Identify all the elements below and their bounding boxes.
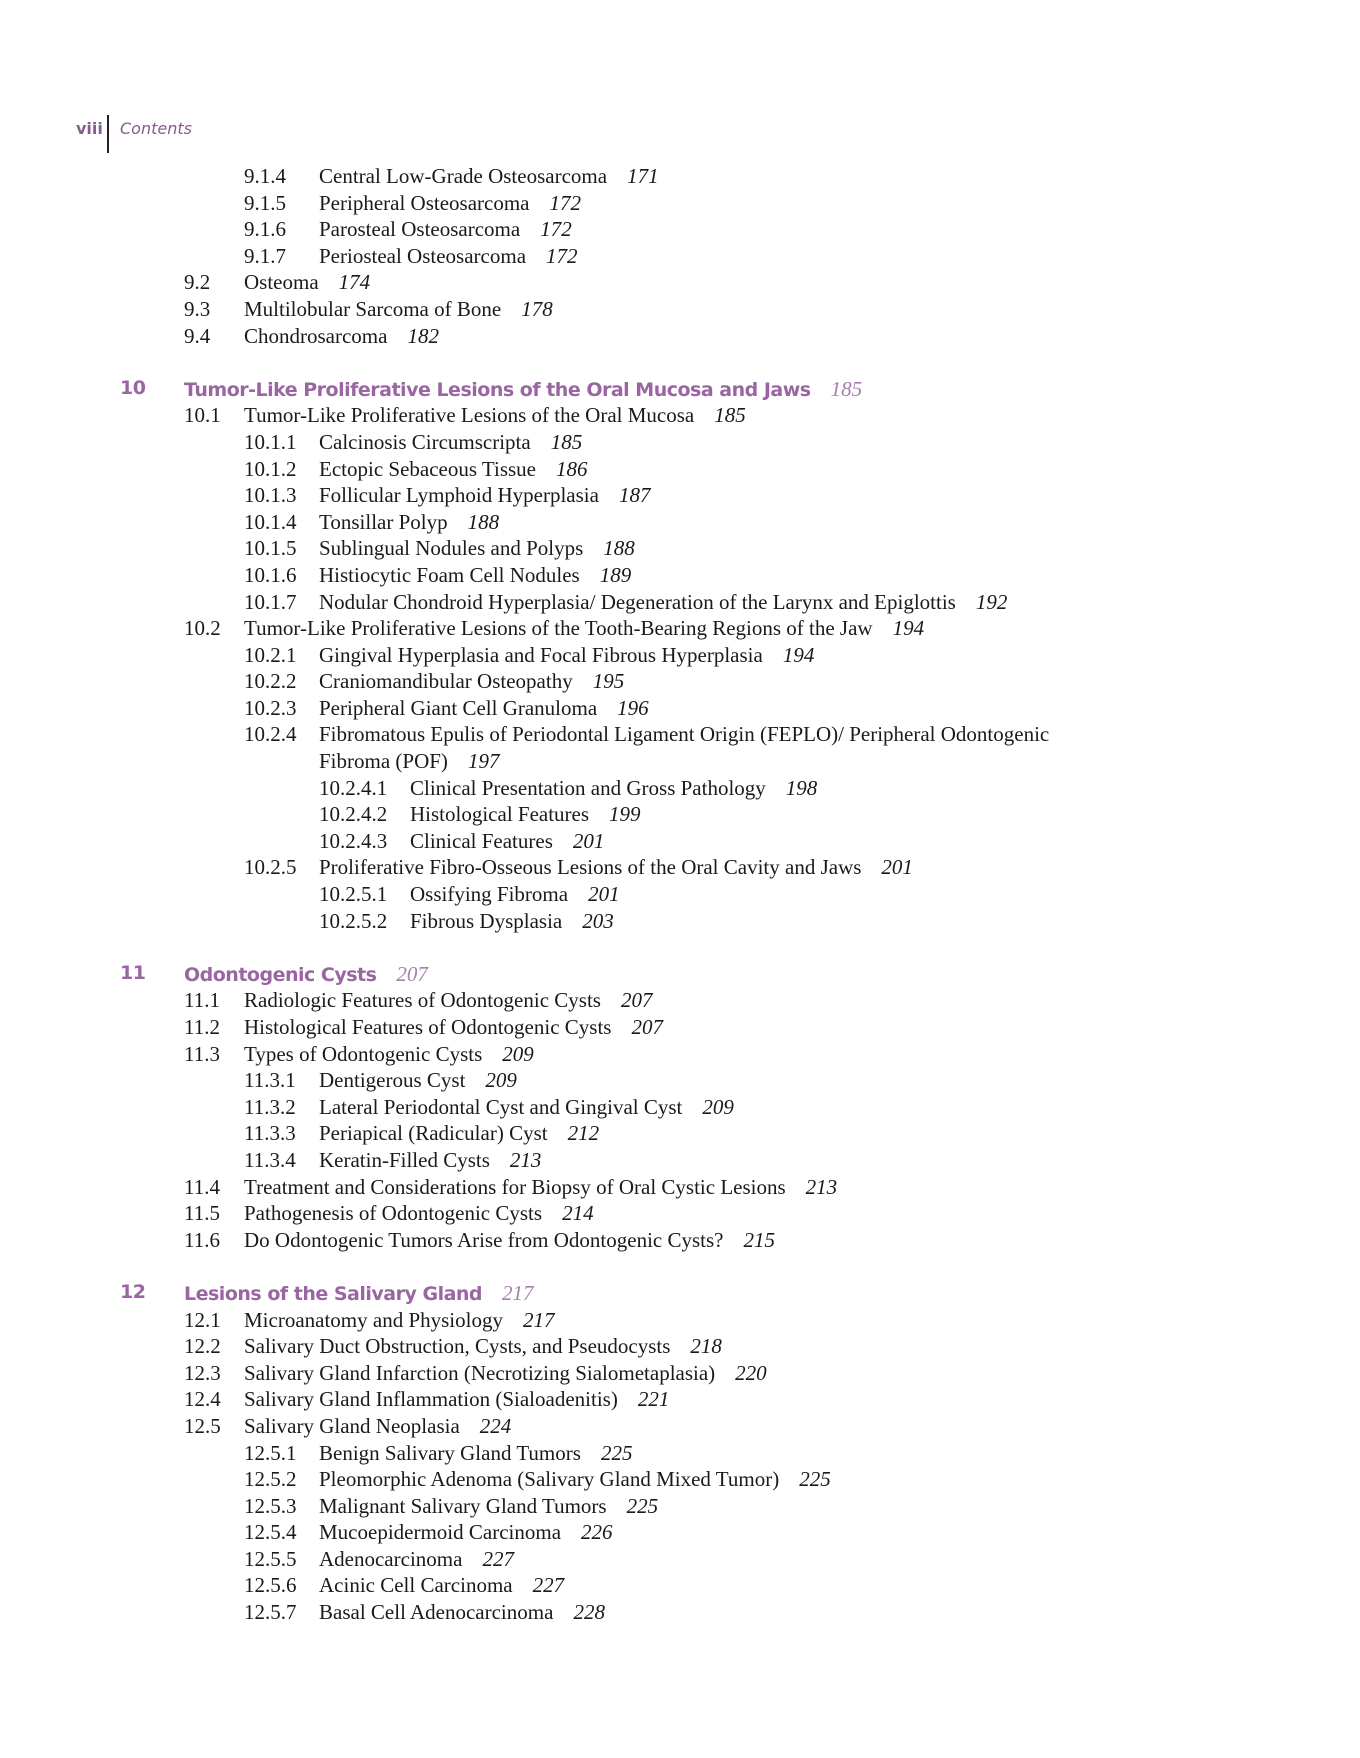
toc-entry-page: 178 [521, 296, 553, 321]
toc-entry-number: 12.5.3 [244, 1493, 297, 1518]
toc-entry[interactable] [0, 1175, 1360, 1202]
toc-entry-title [244, 988, 652, 1013]
toc-entry-number: 10.2.5.2 [319, 908, 388, 933]
toc-entry-title [184, 377, 862, 402]
toc-entry-title-text: Tumor-Like Proliferative Lesions of the Oral Mucosa [244, 403, 695, 428]
toc-entry[interactable] [0, 1334, 1360, 1361]
toc-entry-title [319, 669, 624, 694]
toc-entry-page: 192 [975, 589, 1008, 614]
toc-entry-title [319, 1441, 632, 1466]
toc-entry-title [319, 643, 814, 668]
toc-entry-title-text: Tonsillar Polyp [319, 509, 448, 534]
toc-entry[interactable] [0, 1308, 1360, 1335]
toc-entry-title-text: Salivary Duct Obstruction, Cysts, and Pseudocysts [244, 1334, 671, 1359]
toc-entry[interactable] [0, 988, 1360, 1015]
toc-entry-number: 12.5.6 [244, 1573, 297, 1598]
toc-entry[interactable] [0, 1068, 1360, 1095]
toc-entry-number: 11.2 [184, 1015, 220, 1039]
toc-entry-title [410, 909, 614, 934]
toc-entry[interactable] [0, 1361, 1360, 1388]
toc-entry-number: 11.1 [184, 988, 220, 1013]
toc-entry[interactable] [0, 297, 1360, 324]
toc-entry-title-text: Calcinosis Circumscripta [319, 429, 531, 454]
toc-entry[interactable] [0, 430, 1360, 457]
toc-entry[interactable] [0, 1095, 1360, 1122]
toc-entry-title [244, 270, 370, 295]
toc-entry-page: 225 [600, 1440, 633, 1465]
toc-entry-title [319, 855, 913, 880]
toc-entry[interactable] [0, 1600, 1360, 1627]
toc-entry-title-text: Mucoepidermoid Carcinoma [319, 1520, 562, 1545]
toc-entry-title [410, 802, 641, 827]
toc-entry-page: 172 [540, 217, 572, 242]
toc-entry-page: 209 [502, 1041, 534, 1066]
toc-entry-number: 10.2.2 [244, 669, 297, 694]
toc-entry-title [319, 1467, 831, 1492]
section-spacer [0, 350, 1360, 377]
toc-entry[interactable] [0, 829, 1360, 856]
toc-entry-page: 185 [550, 429, 583, 454]
toc-entry-page: 197 [467, 749, 500, 774]
toc-entry-number: 10.2 [184, 616, 221, 641]
toc-entry-page: 214 [562, 1201, 594, 1226]
toc-entry-number: 11.5 [184, 1201, 220, 1226]
toc-entry-number: 10 [120, 376, 146, 399]
toc-entry-title-text: Proliferative Fibro-Osseous Lesions of the Oral Cavity and Jaws [319, 855, 862, 880]
toc-entry[interactable] [0, 749, 1360, 776]
toc-entry-page: 201 [881, 855, 913, 880]
toc-entry[interactable] [0, 882, 1360, 909]
toc-entry-title-text: Adenocarcinoma [319, 1546, 463, 1571]
toc-entry-title-text: Multilobular Sarcoma of Bone [244, 296, 502, 321]
toc-entry[interactable] [0, 643, 1360, 670]
toc-entry-number: 11 [120, 961, 146, 984]
toc-entry-number: 11.3 [184, 1041, 220, 1066]
toc-entry-title-text: Types of Odontogenic Cysts [244, 1041, 483, 1066]
toc-entry-number: 10.2.4.2 [319, 802, 388, 827]
toc-entry[interactable] [0, 1414, 1360, 1441]
toc-entry-page: 207 [620, 988, 653, 1013]
toc-entry-title [319, 457, 587, 482]
toc-entry-title [410, 776, 817, 801]
toc-entry-page: 213 [805, 1174, 838, 1199]
section-spacer [0, 935, 1360, 962]
toc-entry-number: 10.2.4 [244, 722, 297, 747]
toc-entry[interactable] [0, 164, 1360, 191]
toc-entry-page: 226 [581, 1520, 613, 1545]
toc-entry-title [319, 1520, 613, 1545]
toc-entry-title-text: Craniomandibular Osteopathy [319, 669, 573, 694]
toc-entry-number: 11.4 [184, 1174, 220, 1199]
toc-entry-title-text: Lateral Periodontal Cyst and Gingival Cyst [319, 1094, 683, 1119]
toc-entry-title-text: Salivary Gland Infarction (Necrotizing Sialometaplasia) [244, 1360, 716, 1385]
toc-entry-title-text: Tumor-Like Proliferative Lesions of the Tooth-Bearing Regions of the Jaw [244, 616, 873, 641]
toc-entry[interactable] [0, 802, 1360, 829]
toc-entry-number: 9.3 [184, 296, 211, 321]
toc-chapter-entry[interactable] [0, 1281, 1360, 1308]
toc-entry-title-text: Clinical Features [410, 828, 553, 853]
toc-entry-number: 12 [120, 1280, 146, 1303]
toc-entry-number: 9.1.6 [244, 217, 286, 242]
toc-entry-page: 225 [799, 1467, 831, 1492]
table-of-contents [0, 164, 1360, 1627]
toc-chapter-entry[interactable] [0, 377, 1360, 404]
toc-entry-title-text: Histological Features [410, 802, 590, 827]
toc-entry-title [244, 1201, 594, 1226]
toc-entry-title-text: Sublingual Nodules and Polyps [319, 536, 584, 561]
toc-entry-number: 11.3.3 [244, 1121, 296, 1146]
toc-entry-number: 10.1.2 [244, 456, 297, 481]
toc-entry-page: 194 [892, 616, 925, 641]
toc-entry-title-text: Periapical (Radicular) Cyst [319, 1121, 548, 1146]
toc-entry[interactable] [0, 1121, 1360, 1148]
toc-entry[interactable] [0, 722, 1360, 749]
toc-entry-page: 171 [627, 164, 659, 188]
toc-entry-title [319, 217, 572, 242]
toc-entry-title-text: Periosteal Osteosarcoma [319, 243, 527, 268]
toc-entry-title [244, 616, 924, 641]
toc-entry-title [244, 1015, 663, 1040]
toc-entry-number: 9.1.5 [244, 190, 286, 215]
toc-entry-page: 182 [407, 323, 439, 348]
toc-entry-page: 207 [396, 961, 428, 986]
toc-entry-title-text: Keratin-Filled Cysts [319, 1147, 490, 1172]
toc-entry-title [319, 749, 499, 774]
toc-entry-number: 12.5.1 [244, 1440, 297, 1465]
toc-entry[interactable] [0, 1015, 1360, 1042]
toc-entry[interactable] [0, 1494, 1360, 1521]
toc-entry-title-text: Treatment and Considerations for Biopsy of Oral Cystic Lesions [244, 1174, 786, 1199]
toc-entry-page: 189 [599, 562, 632, 587]
toc-entry-title-text: Central Low-Grade Osteosarcoma [319, 164, 608, 188]
toc-entry[interactable] [0, 1387, 1360, 1414]
toc-chapter-entry[interactable] [0, 962, 1360, 989]
toc-entry-number: 10.1.3 [244, 483, 297, 508]
toc-entry-title-text: Salivary Gland Inflammation (Sialoadenitis) [244, 1387, 618, 1412]
toc-entry[interactable] [0, 1201, 1360, 1228]
toc-entry-page: 186 [555, 456, 588, 481]
toc-entry-title [319, 191, 581, 216]
toc-entry-title-text: Fibroma (POF) [319, 749, 448, 774]
toc-entry-title [244, 1175, 837, 1200]
toc-entry-number: 10.2.5 [244, 855, 297, 880]
toc-entry-title-text: Peripheral Giant Cell Granuloma [319, 695, 598, 720]
toc-entry-title-text: Ossifying Fibroma [410, 882, 569, 907]
toc-entry-number: 10.2.3 [244, 695, 297, 720]
header-divider [107, 115, 109, 153]
toc-entry-number: 9.4 [184, 323, 211, 348]
toc-entry-title [244, 1042, 534, 1067]
toc-entry-number: 11.3.1 [244, 1068, 296, 1093]
toc-entry[interactable] [0, 1573, 1360, 1600]
toc-entry-title [319, 1573, 564, 1598]
toc-entry-title-text: Odontogenic Cysts [184, 963, 377, 986]
toc-entry-title [319, 536, 635, 561]
toc-entry[interactable] [0, 536, 1360, 563]
toc-entry-number: 10.1.1 [244, 429, 297, 454]
toc-entry-title [319, 696, 649, 721]
toc-entry-title-text: Pleomorphic Adenoma (Salivary Gland Mixed Tumor) [319, 1467, 780, 1492]
toc-entry-title [319, 590, 1007, 615]
toc-entry-title [410, 882, 620, 907]
toc-entry-page: 187 [618, 483, 651, 508]
toc-entry-page: 198 [785, 775, 818, 800]
toc-entry[interactable] [0, 1520, 1360, 1547]
toc-entry-title [319, 1121, 599, 1146]
toc-entry[interactable] [0, 909, 1360, 936]
toc-entry-number: 10.1 [184, 403, 221, 428]
page-folio: viii [76, 119, 103, 138]
toc-entry-title-text: Histiocytic Foam Cell Nodules [319, 562, 580, 587]
toc-entry-page: 218 [690, 1334, 722, 1359]
toc-entry-page: 209 [702, 1094, 734, 1119]
toc-entry-number: 11.6 [184, 1227, 220, 1252]
toc-entry-page: 203 [582, 908, 614, 933]
toc-entry[interactable] [0, 776, 1360, 803]
toc-entry[interactable] [0, 563, 1360, 590]
toc-entry-number: 10.2.1 [244, 642, 297, 667]
toc-entry-title [244, 324, 439, 349]
toc-entry-number: 12.5.2 [244, 1467, 297, 1492]
toc-entry-title-text: Benign Salivary Gland Tumors [319, 1440, 581, 1465]
toc-entry-number: 12.5.5 [244, 1546, 297, 1571]
toc-entry-page: 185 [830, 376, 863, 401]
toc-entry[interactable] [0, 696, 1360, 723]
toc-entry-page: 221 [637, 1387, 670, 1412]
toc-entry-number: 11.3.4 [244, 1147, 296, 1172]
toc-entry-number: 10.2.5.1 [319, 882, 388, 907]
toc-entry-number: 12.1 [184, 1307, 221, 1332]
running-title: Contents [120, 119, 192, 138]
toc-entry-number: 11.3.2 [244, 1094, 296, 1119]
toc-entry-number: 9.1.4 [244, 164, 286, 188]
toc-entry-page: 220 [735, 1360, 767, 1385]
toc-entry-number: 12.2 [184, 1334, 221, 1359]
toc-entry-title [319, 722, 1069, 747]
toc-entry-title-text: Ectopic Sebaceous Tissue [319, 456, 536, 481]
toc-entry-title-text: Parosteal Osteosarcoma [319, 217, 521, 242]
toc-entry[interactable] [0, 457, 1360, 484]
toc-entry-title [319, 164, 659, 189]
toc-entry-title [319, 1068, 517, 1093]
toc-entry[interactable] [0, 669, 1360, 696]
section-spacer [0, 1254, 1360, 1281]
toc-entry[interactable] [0, 855, 1360, 882]
toc-entry-number: 12.3 [184, 1360, 221, 1385]
toc-entry-title-text: Basal Cell Adenocarcinoma [319, 1600, 554, 1625]
toc-entry-title-text: Salivary Gland Neoplasia [244, 1413, 460, 1438]
toc-entry-title [319, 1600, 605, 1625]
toc-entry-title-text: Chondrosarcoma [244, 323, 388, 348]
toc-entry[interactable] [0, 510, 1360, 537]
toc-entry-number: 10.1.4 [244, 509, 297, 534]
toc-entry-title [319, 1494, 658, 1519]
toc-entry-page: 227 [532, 1573, 565, 1598]
toc-entry-title [319, 430, 582, 455]
toc-entry-page: 195 [592, 669, 625, 694]
toc-entry-title-text: Peripheral Osteosarcoma [319, 190, 530, 215]
toc-entry-page: 194 [782, 642, 815, 667]
toc-entry[interactable] [0, 191, 1360, 218]
toc-entry-title-text: Histological Features of Odontogenic Cysts [244, 1015, 612, 1039]
toc-entry[interactable] [0, 244, 1360, 271]
toc-entry-number: 10.2.4.3 [319, 828, 388, 853]
toc-entry[interactable] [0, 1228, 1360, 1255]
toc-entry-title [244, 1228, 775, 1253]
toc-entry-title [319, 1547, 514, 1572]
toc-entry-number: 12.5.4 [244, 1520, 297, 1545]
toc-entry-title [244, 1414, 511, 1439]
toc-entry-number: 10.1.6 [244, 562, 297, 587]
toc-entry-title [319, 244, 578, 269]
toc-entry[interactable] [0, 1042, 1360, 1069]
toc-entry-page: 174 [338, 270, 371, 295]
toc-entry[interactable] [0, 1547, 1360, 1574]
toc-entry-page: 212 [567, 1121, 600, 1146]
toc-entry-page: 188 [603, 536, 635, 561]
toc-entry[interactable] [0, 1467, 1360, 1494]
toc-entry-page: 185 [714, 403, 746, 428]
toc-entry-page: 201 [572, 828, 605, 853]
toc-entry-number: 10.1.5 [244, 536, 297, 561]
toc-entry-title-text: Follicular Lymphoid Hyperplasia [319, 483, 599, 508]
toc-entry[interactable] [0, 1148, 1360, 1175]
toc-entry-title [319, 1148, 541, 1173]
toc-entry-title [410, 829, 604, 854]
toc-entry-title-text: Dentigerous Cyst [319, 1068, 466, 1093]
toc-entry-page: 213 [509, 1147, 542, 1172]
toc-entry-title [184, 1281, 534, 1306]
toc-entry-page: 209 [485, 1068, 517, 1093]
toc-entry-title-text: Radiologic Features of Odontogenic Cysts [244, 988, 601, 1013]
toc-entry-page: 217 [522, 1307, 555, 1332]
toc-entry-page: 196 [617, 695, 649, 720]
toc-entry-title-text: Fibromatous Epulis of Periodontal Ligament Origin (FEPLO)/ Peripheral Odontogenic [319, 722, 1050, 747]
toc-entry-title-text: Malignant Salivary Gland Tumors [319, 1493, 607, 1518]
toc-entry-title-text: Acinic Cell Carcinoma [319, 1573, 513, 1598]
toc-entry-title [184, 962, 428, 987]
toc-entry-title [319, 1095, 734, 1120]
toc-entry-title [319, 563, 631, 588]
toc-entry[interactable] [0, 590, 1360, 617]
toc-entry-number: 10.1.7 [244, 589, 297, 614]
toc-entry-number: 9.2 [184, 270, 211, 295]
toc-entry-page: 188 [467, 509, 500, 534]
toc-entry-number: 12.5 [184, 1413, 221, 1438]
toc-entry-title-text: Clinical Presentation and Gross Pathology [410, 775, 766, 800]
toc-entry[interactable] [0, 483, 1360, 510]
toc-entry-title-text: Nodular Chondroid Hyperplasia/ Degeneration of the Larynx and Epiglottis [319, 589, 956, 614]
toc-entry-title-text: Osteoma [244, 270, 319, 295]
toc-entry-title-text: Tumor-Like Proliferative Lesions of the Oral Mucosa and Jaws [184, 378, 811, 401]
toc-entry-title [244, 1361, 767, 1386]
toc-entry-title [244, 403, 746, 428]
toc-entry-title [244, 1308, 554, 1333]
toc-entry-title-text: Do Odontogenic Tumors Arise from Odontogenic Cysts? [244, 1227, 724, 1252]
toc-entry[interactable] [0, 1441, 1360, 1468]
toc-entry-page: 228 [573, 1600, 605, 1625]
toc-entry-page: 172 [549, 190, 582, 215]
toc-entry-title [244, 1334, 722, 1359]
toc-entry-page: 199 [609, 802, 641, 827]
toc-entry-title [319, 483, 650, 508]
toc-entry-title-text: Lesions of the Salivary Gland [184, 1282, 483, 1305]
toc-entry-page: 224 [479, 1413, 512, 1438]
toc-entry-page: 225 [626, 1493, 659, 1518]
toc-entry-title [244, 1387, 669, 1412]
toc-entry-title [244, 297, 553, 322]
toc-entry-page: 207 [631, 1015, 663, 1039]
toc-entry[interactable] [0, 324, 1360, 351]
toc-entry-number: 10.2.4.1 [319, 775, 388, 800]
toc-entry-title-text: Fibrous Dysplasia [410, 908, 563, 933]
toc-entry-page: 227 [482, 1546, 514, 1571]
toc-entry-page: 201 [588, 882, 620, 907]
toc-entry-title-text: Pathogenesis of Odontogenic Cysts [244, 1201, 543, 1226]
toc-entry-page: 172 [546, 243, 578, 268]
toc-entry-number: 12.4 [184, 1387, 221, 1412]
toc-entry[interactable] [0, 270, 1360, 297]
toc-entry-title-text: Microanatomy and Physiology [244, 1307, 503, 1332]
toc-entry-page: 215 [743, 1227, 775, 1252]
toc-entry-title [319, 510, 499, 535]
toc-entry-number: 12.5.7 [244, 1600, 297, 1625]
toc-entry-number: 9.1.7 [244, 243, 286, 268]
toc-entry[interactable] [0, 217, 1360, 244]
toc-entry[interactable] [0, 616, 1360, 643]
toc-entry-title-text: Gingival Hyperplasia and Focal Fibrous Hyperplasia [319, 642, 763, 667]
toc-entry-page: 217 [502, 1280, 534, 1305]
toc-entry[interactable] [0, 403, 1360, 430]
